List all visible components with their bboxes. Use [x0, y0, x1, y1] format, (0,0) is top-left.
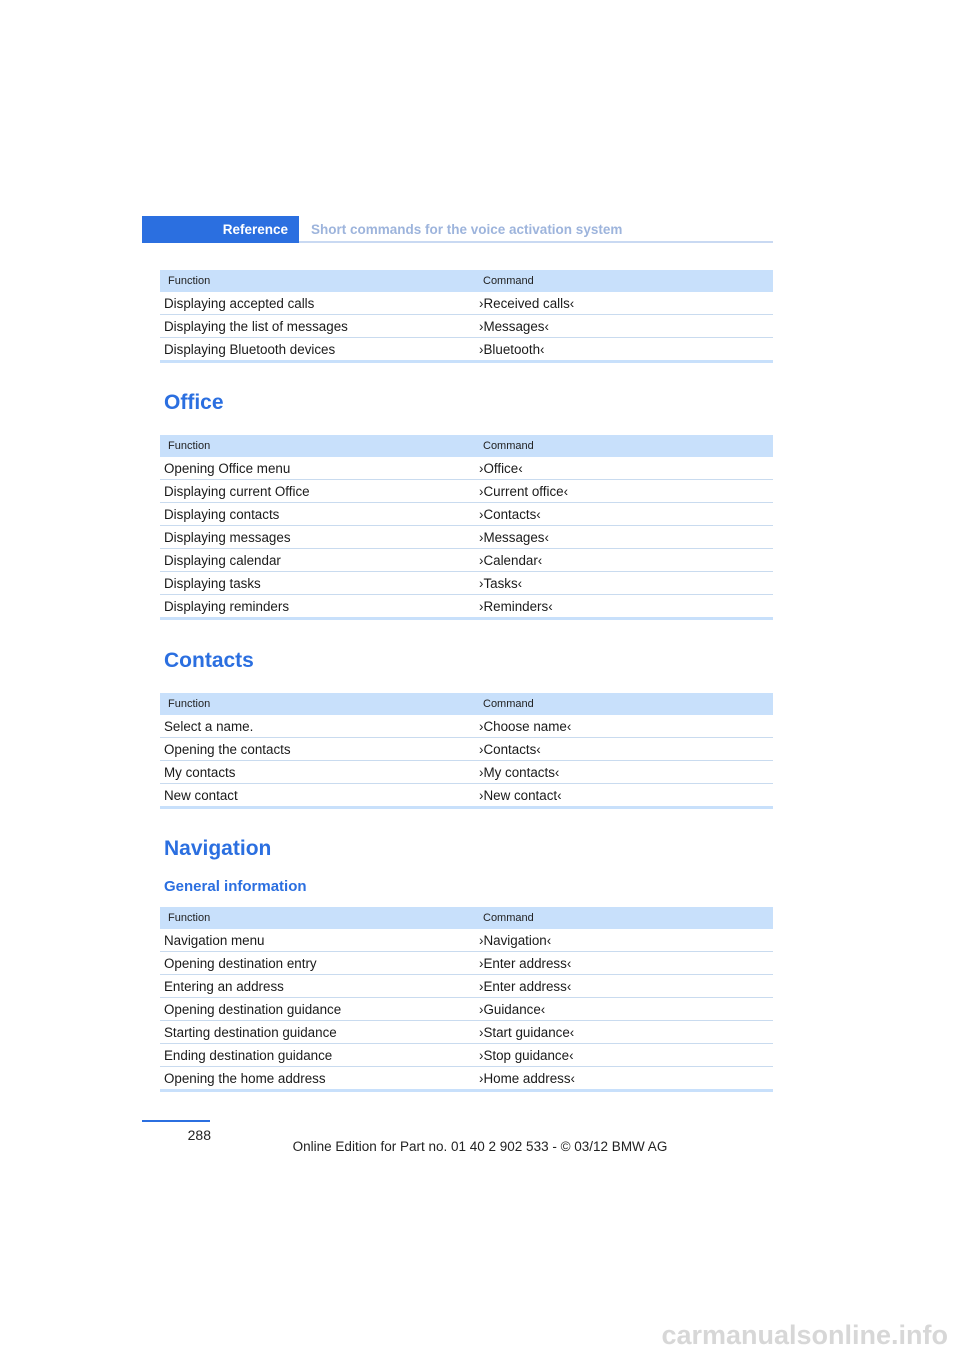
- column-header-function: Function: [160, 435, 475, 457]
- function-cell: Displaying accepted calls: [160, 292, 475, 315]
- table-row: [160, 998, 773, 1021]
- column-header-command: Command: [475, 435, 773, 457]
- table-row: [160, 292, 773, 315]
- column-header-function: Function: [160, 907, 475, 929]
- column-header-command: Command: [475, 693, 773, 715]
- command-cell: ›Stop guidance‹: [475, 1044, 773, 1067]
- command-cell: ›New contact‹: [475, 784, 773, 808]
- header-divider: [299, 241, 773, 243]
- command-cell: ›Calendar‹: [475, 549, 773, 572]
- function-cell: Displaying the list of messages: [160, 315, 475, 338]
- column-header-command: Command: [475, 270, 773, 292]
- command-cell: ›Reminders‹: [475, 595, 773, 619]
- command-cell: ›Enter address‹: [475, 975, 773, 998]
- watermark: carmanualsonline.info: [661, 1320, 948, 1350]
- command-cell: ›Navigation‹: [475, 929, 773, 952]
- table-row: [160, 784, 773, 808]
- header-page-title: Short commands for the voice activation system: [311, 222, 623, 237]
- header-section-label: Reference: [222, 222, 288, 237]
- function-cell: Opening Office menu: [160, 457, 475, 480]
- function-cell: Displaying Bluetooth devices: [160, 338, 475, 362]
- command-cell: ›Received calls‹: [475, 292, 773, 315]
- command-cell: ›Messages‹: [475, 315, 773, 338]
- table-row: [160, 738, 773, 761]
- table-row: [160, 761, 773, 784]
- edition-notice: Online Edition for Part no. 01 40 2 902 533 - © 03/12 BMW AG: [292, 1139, 668, 1154]
- command-cell: ›My contacts‹: [475, 761, 773, 784]
- function-cell: Opening the contacts: [160, 738, 475, 761]
- table-header-row: [160, 693, 773, 715]
- function-cell: Navigation menu: [160, 929, 475, 952]
- command-cell: ›Start guidance‹: [475, 1021, 773, 1044]
- table-row: [160, 1021, 773, 1044]
- table-header-row: [160, 907, 773, 929]
- table-row: [160, 503, 773, 526]
- command-cell: ›Bluetooth‹: [475, 338, 773, 362]
- command-table-contacts: [160, 693, 773, 809]
- table-row: [160, 929, 773, 952]
- table-row: [160, 457, 773, 480]
- table-header-row: [160, 435, 773, 457]
- function-cell: Displaying current Office: [160, 480, 475, 503]
- command-cell: ›Contacts‹: [475, 503, 773, 526]
- command-cell: ›Home address‹: [475, 1067, 773, 1091]
- command-cell: ›Tasks‹: [475, 572, 773, 595]
- function-cell: Opening destination guidance: [160, 998, 475, 1021]
- table-row: [160, 975, 773, 998]
- table-header-row: [160, 270, 773, 292]
- table-row: [160, 952, 773, 975]
- table-row: [160, 572, 773, 595]
- function-cell: Displaying tasks: [160, 572, 475, 595]
- function-cell: My contacts: [160, 761, 475, 784]
- table-row: [160, 315, 773, 338]
- command-cell: ›Choose name‹: [475, 715, 773, 738]
- office-heading: Office: [164, 391, 224, 414]
- function-cell: Entering an address: [160, 975, 475, 998]
- table-row: [160, 715, 773, 738]
- function-cell: Starting destination guidance: [160, 1021, 475, 1044]
- function-cell: Ending destination guidance: [160, 1044, 475, 1067]
- command-cell: ›Guidance‹: [475, 998, 773, 1021]
- function-cell: Opening the home address: [160, 1067, 475, 1091]
- command-cell: ›Office‹: [475, 457, 773, 480]
- table-row: [160, 338, 773, 362]
- function-cell: Displaying contacts: [160, 503, 475, 526]
- table-row: [160, 1067, 773, 1091]
- general-information-subheading: General information: [164, 878, 307, 895]
- table-row: [160, 526, 773, 549]
- function-cell: Displaying messages: [160, 526, 475, 549]
- command-cell: ›Enter address‹: [475, 952, 773, 975]
- command-cell: ›Contacts‹: [475, 738, 773, 761]
- table-row: [160, 549, 773, 572]
- function-cell: Displaying reminders: [160, 595, 475, 619]
- column-header-function: Function: [160, 693, 475, 715]
- contacts-heading: Contacts: [164, 649, 254, 672]
- table-row: [160, 480, 773, 503]
- command-cell: ›Messages‹: [475, 526, 773, 549]
- column-header-command: Command: [475, 907, 773, 929]
- navigation-heading: Navigation: [164, 837, 272, 860]
- command-table-office: [160, 435, 773, 620]
- table-row: [160, 1044, 773, 1067]
- table-row: [160, 595, 773, 619]
- function-cell: Opening destination entry: [160, 952, 475, 975]
- command-cell: ›Current office‹: [475, 480, 773, 503]
- function-cell: New contact: [160, 784, 475, 808]
- page-number-rule: [142, 1120, 210, 1122]
- function-cell: Displaying calendar: [160, 549, 475, 572]
- command-table-navigation: [160, 907, 773, 1092]
- function-cell: Select a name.: [160, 715, 475, 738]
- page-number: 288: [187, 1127, 211, 1143]
- column-header-function: Function: [160, 270, 475, 292]
- command-table-calls: [160, 270, 773, 363]
